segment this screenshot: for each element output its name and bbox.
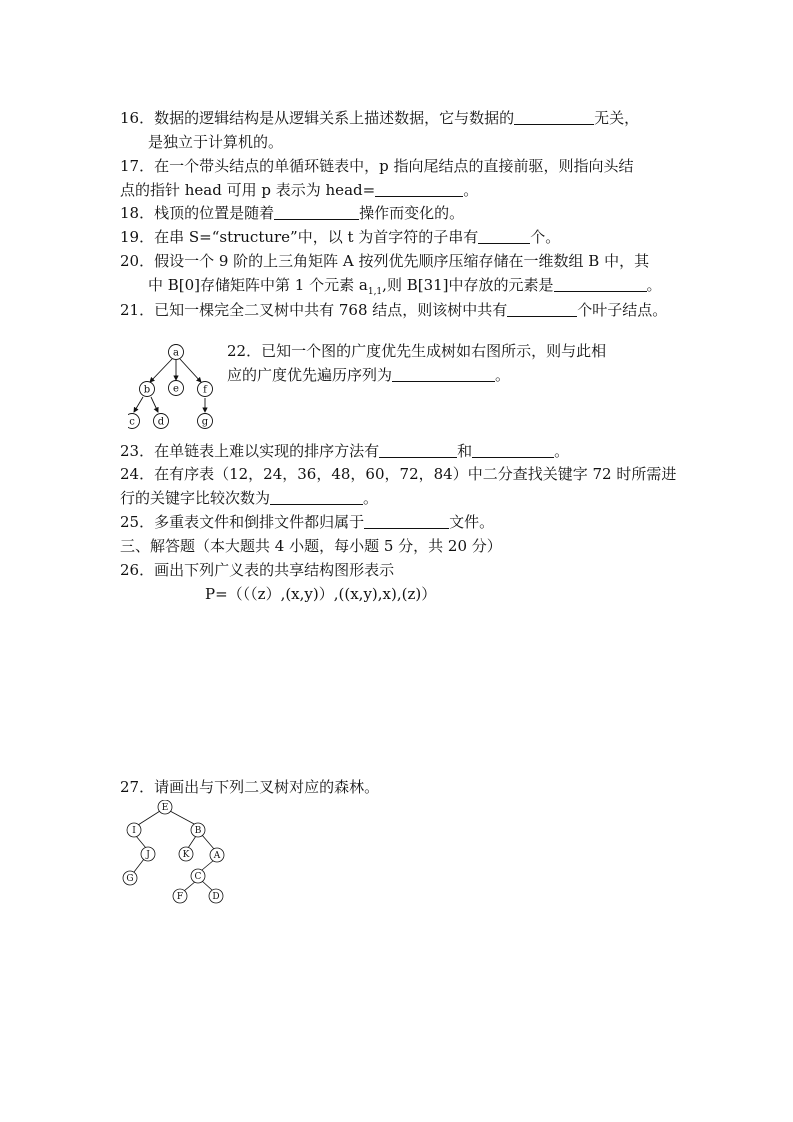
q25-line: 25．多重表文件和倒排文件都归属于 文件。 <box>120 513 495 531</box>
node-label: B <box>194 826 202 836</box>
node-label: c <box>129 416 135 428</box>
q17-line2: 点的指针 head 可用 p 表示为 head= 。 <box>120 181 479 199</box>
q21-line: 21．已知一棵完全二叉树中共有 768 结点，则该树中共有 个叶子结点。 <box>120 301 668 319</box>
node-label: a <box>173 347 179 359</box>
q22-bfs-tree-diagram <box>128 340 224 432</box>
node-label: b <box>143 384 151 396</box>
answer-blank[interactable] <box>270 490 363 505</box>
q18-line: 18．栈顶的位置是随着 操作而变化的。 <box>120 204 465 222</box>
node-label: F <box>176 892 184 902</box>
answer-blank[interactable] <box>364 514 449 529</box>
q17-line1: 17．在一个带头结点的单循环链表中，p 指向尾结点的直接前驱，则指向头结 <box>120 157 634 175</box>
q22-line2: 应的广度优先遍历序列为 。 <box>227 366 511 384</box>
answer-blank[interactable] <box>274 205 359 220</box>
node-label: K <box>182 850 190 860</box>
section-heading: 三、解答题（本大题共 4 小题，每小题 5 分，共 20 分） <box>120 537 502 555</box>
node-label: J <box>146 850 150 860</box>
q26-formula: P=（（（z）,(x,y)）,((x,y),x),(z)） <box>205 585 437 603</box>
q20-line2: 中 B[0]存储矩阵中第 1 个元素 $a_{1,1}$,则 B[31]中存放的元素是 。 <box>148 276 662 297</box>
answer-blank[interactable] <box>478 229 530 244</box>
q19-line: 19．在串 S=“structure”中，以 t 为首字符的子串有 个。 <box>120 228 561 246</box>
answer-blank[interactable] <box>472 443 554 458</box>
answer-blank[interactable] <box>379 443 457 458</box>
node-label: g <box>201 416 209 428</box>
node-label: G <box>126 874 134 884</box>
answer-blank[interactable] <box>507 302 577 317</box>
answer-blank[interactable] <box>554 277 647 292</box>
node-label: E <box>161 803 169 813</box>
node-label: I <box>132 826 136 836</box>
q16-line2: 是独立于计算机的。 <box>148 133 284 151</box>
node-label: D <box>212 892 220 902</box>
node-label: e <box>173 383 179 395</box>
q22-line1: 22．已知一个图的广度优先生成树如右图所示，则与此相 <box>227 342 607 360</box>
node-label: C <box>194 872 202 882</box>
q23-line: 23．在单链表上难以实现的排序方法有 和 。 <box>120 442 570 460</box>
q26-line1: 26．画出下列广义表的共享结构图形表示 <box>120 561 395 579</box>
node-label: A <box>213 851 221 861</box>
q20-line1: 20．假设一个 9 阶的上三角矩阵 A 按列优先顺序压缩存储在一维数组 B 中，其 <box>120 252 650 270</box>
answer-blank[interactable] <box>392 367 495 382</box>
q16-line1: 16．数据的逻辑结构是从逻辑关系上描述数据，它与数据的 无关， <box>120 109 640 127</box>
answer-blank[interactable] <box>375 182 463 197</box>
node-label: f <box>203 384 207 396</box>
answer-blank[interactable] <box>514 110 594 125</box>
q27-binary-tree-diagram <box>118 800 230 908</box>
node-label: d <box>157 416 165 428</box>
q24-line2: 行的关键字比较次数为 。 <box>120 489 379 507</box>
q24-line1: 24．在有序表（12，24，36，48，60，72，84）中二分查找关键字 72 时所需进 <box>120 465 677 483</box>
q27-line1: 27．请画出与下列二叉树对应的森林。 <box>120 778 380 796</box>
